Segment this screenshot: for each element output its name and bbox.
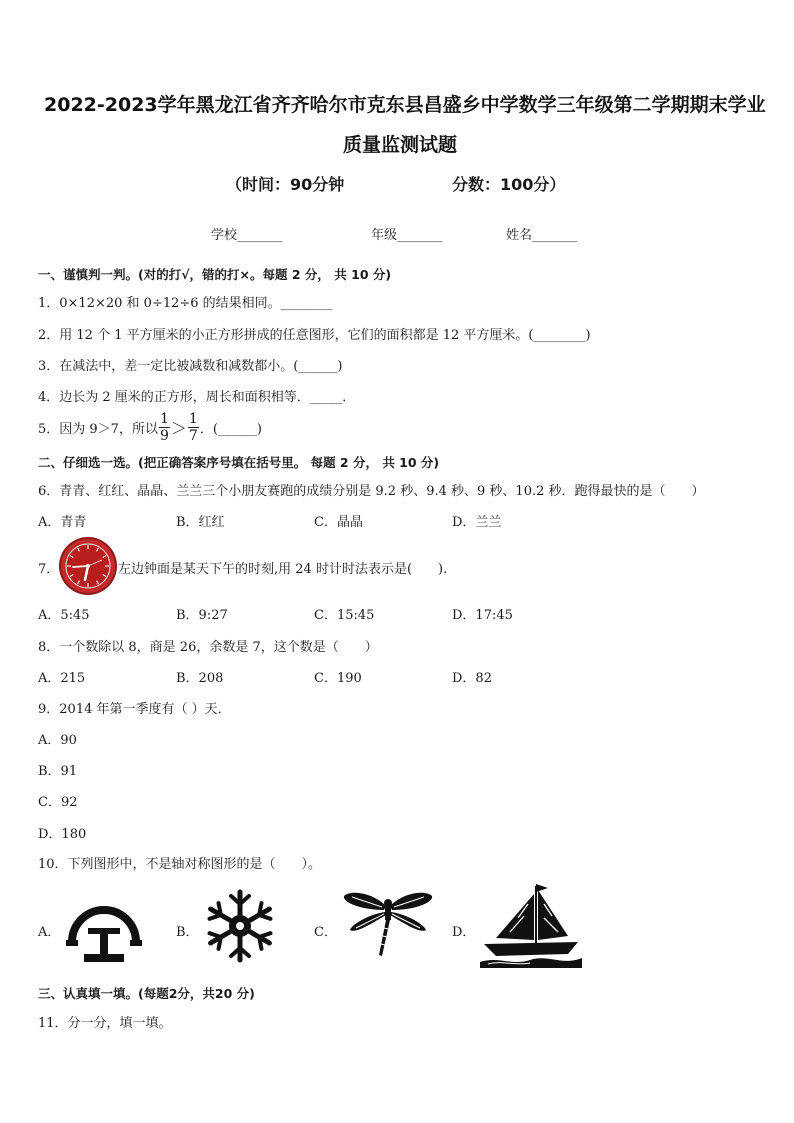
question-5	[38, 412, 262, 443]
name-field[interactable]: 姓名_______	[506, 228, 578, 243]
q7-option-d[interactable]: D．17:45	[452, 608, 513, 623]
dragonfly-icon	[338, 888, 438, 963]
question-2: 2．用 12 个 1 平方厘米的小正方形拼成的任意图形，它们的面积都是 12 平方厘米。(________)	[38, 328, 591, 343]
sailboat-icon	[478, 880, 584, 972]
q8-option-a[interactable]: A．215	[38, 671, 86, 686]
exam-time: （时间：90分钟	[226, 175, 345, 194]
q5-suffix: ．(______)	[199, 422, 262, 437]
snowflake-icon	[200, 886, 280, 966]
page-title-line1: 2022-2023学年黑龙江省齐齐哈尔市克东县昌盛乡中学数学三年级第二学期期末学业	[44, 94, 766, 116]
question-10: 10．下列图形中，不是轴对称图形的是（ ）。	[38, 857, 322, 872]
q10-option-c[interactable]: C．	[314, 925, 337, 940]
q6-option-a[interactable]: A．青青	[38, 515, 87, 530]
fraction-one-ninth: $\frac{1}{9}$	[159, 411, 169, 444]
q7-option-b[interactable]: B．9:27	[176, 608, 228, 623]
grade-field[interactable]: 年级_______	[371, 228, 443, 243]
q7-option-a[interactable]: A．5:45	[38, 608, 90, 623]
q6-option-d[interactable]: D．兰兰	[452, 515, 502, 530]
school-field[interactable]: 学校_______	[211, 228, 283, 243]
q10-option-b[interactable]: B．	[176, 925, 199, 940]
question-8: 8．一个数除以 8，商是 26，余数是 7，这个数是（ ）	[38, 640, 378, 655]
q9-option-a[interactable]: A．90	[38, 733, 77, 748]
exam-score: 分数：100分）	[452, 175, 566, 194]
fraction-one-seventh: $\frac{1}{7}$	[188, 411, 198, 444]
q9-option-d[interactable]: D．180	[38, 827, 87, 842]
question-7: 左边钟面是某天下午的时刻,用 24 时计时法表示是( ).	[118, 562, 448, 577]
section1-heading: 一、谨慎判一判。(对的打√，错的打×。每题 2 分， 共 10 分)	[38, 267, 392, 282]
q9-option-c[interactable]: C．92	[38, 795, 78, 810]
section3-heading: 三、认真填一填。(每题2分，共20 分)	[38, 986, 255, 1001]
question-1: 1．0×12×20 和 0÷12÷6 的结果相同。________	[38, 296, 333, 311]
q5-prefix: 5．因为 9＞7，所以	[38, 422, 158, 437]
q8-option-c[interactable]: C．190	[314, 671, 362, 686]
question-6: 6．青青、红红、晶晶、兰兰三个小朋友赛跑的成绩分别是 9.2 秒、9.4 秒、9 秒、10.2 秒．跑得最快的是（ ）	[38, 484, 705, 499]
greater-than-sign: ＞	[170, 419, 187, 438]
q6-option-b[interactable]: B．红红	[176, 515, 225, 530]
question-3: 3．在减法中，差一定比被减数和减数都小。(______)	[38, 359, 343, 374]
question-11: 11．分一分，填一填。	[38, 1016, 172, 1031]
question-9: 9．2014 年第一季度有（ ）天．	[38, 702, 231, 717]
clock-icon	[58, 536, 118, 596]
q9-option-b[interactable]: B．91	[38, 764, 78, 779]
q6-option-c[interactable]: C．晶晶	[314, 515, 363, 530]
q8-option-d[interactable]: D．82	[452, 671, 492, 686]
q10-option-a[interactable]: A．	[38, 925, 61, 940]
q7-option-c[interactable]: C．15:45	[314, 608, 375, 623]
arch-symbol-icon	[64, 890, 144, 970]
question-4: 4．边长为 2 厘米的正方形，周长和面积相等．_____．	[38, 390, 356, 405]
section2-heading: 二、仔细选一选。(把正确答案序号填在括号里。 每题 2 分， 共 10 分)	[38, 455, 440, 470]
q8-option-b[interactable]: B．208	[176, 671, 224, 686]
q10-option-d[interactable]: D．	[452, 925, 476, 940]
q7-number: 7．	[38, 562, 60, 577]
page-title-line2: 质量监测试题	[343, 134, 458, 156]
